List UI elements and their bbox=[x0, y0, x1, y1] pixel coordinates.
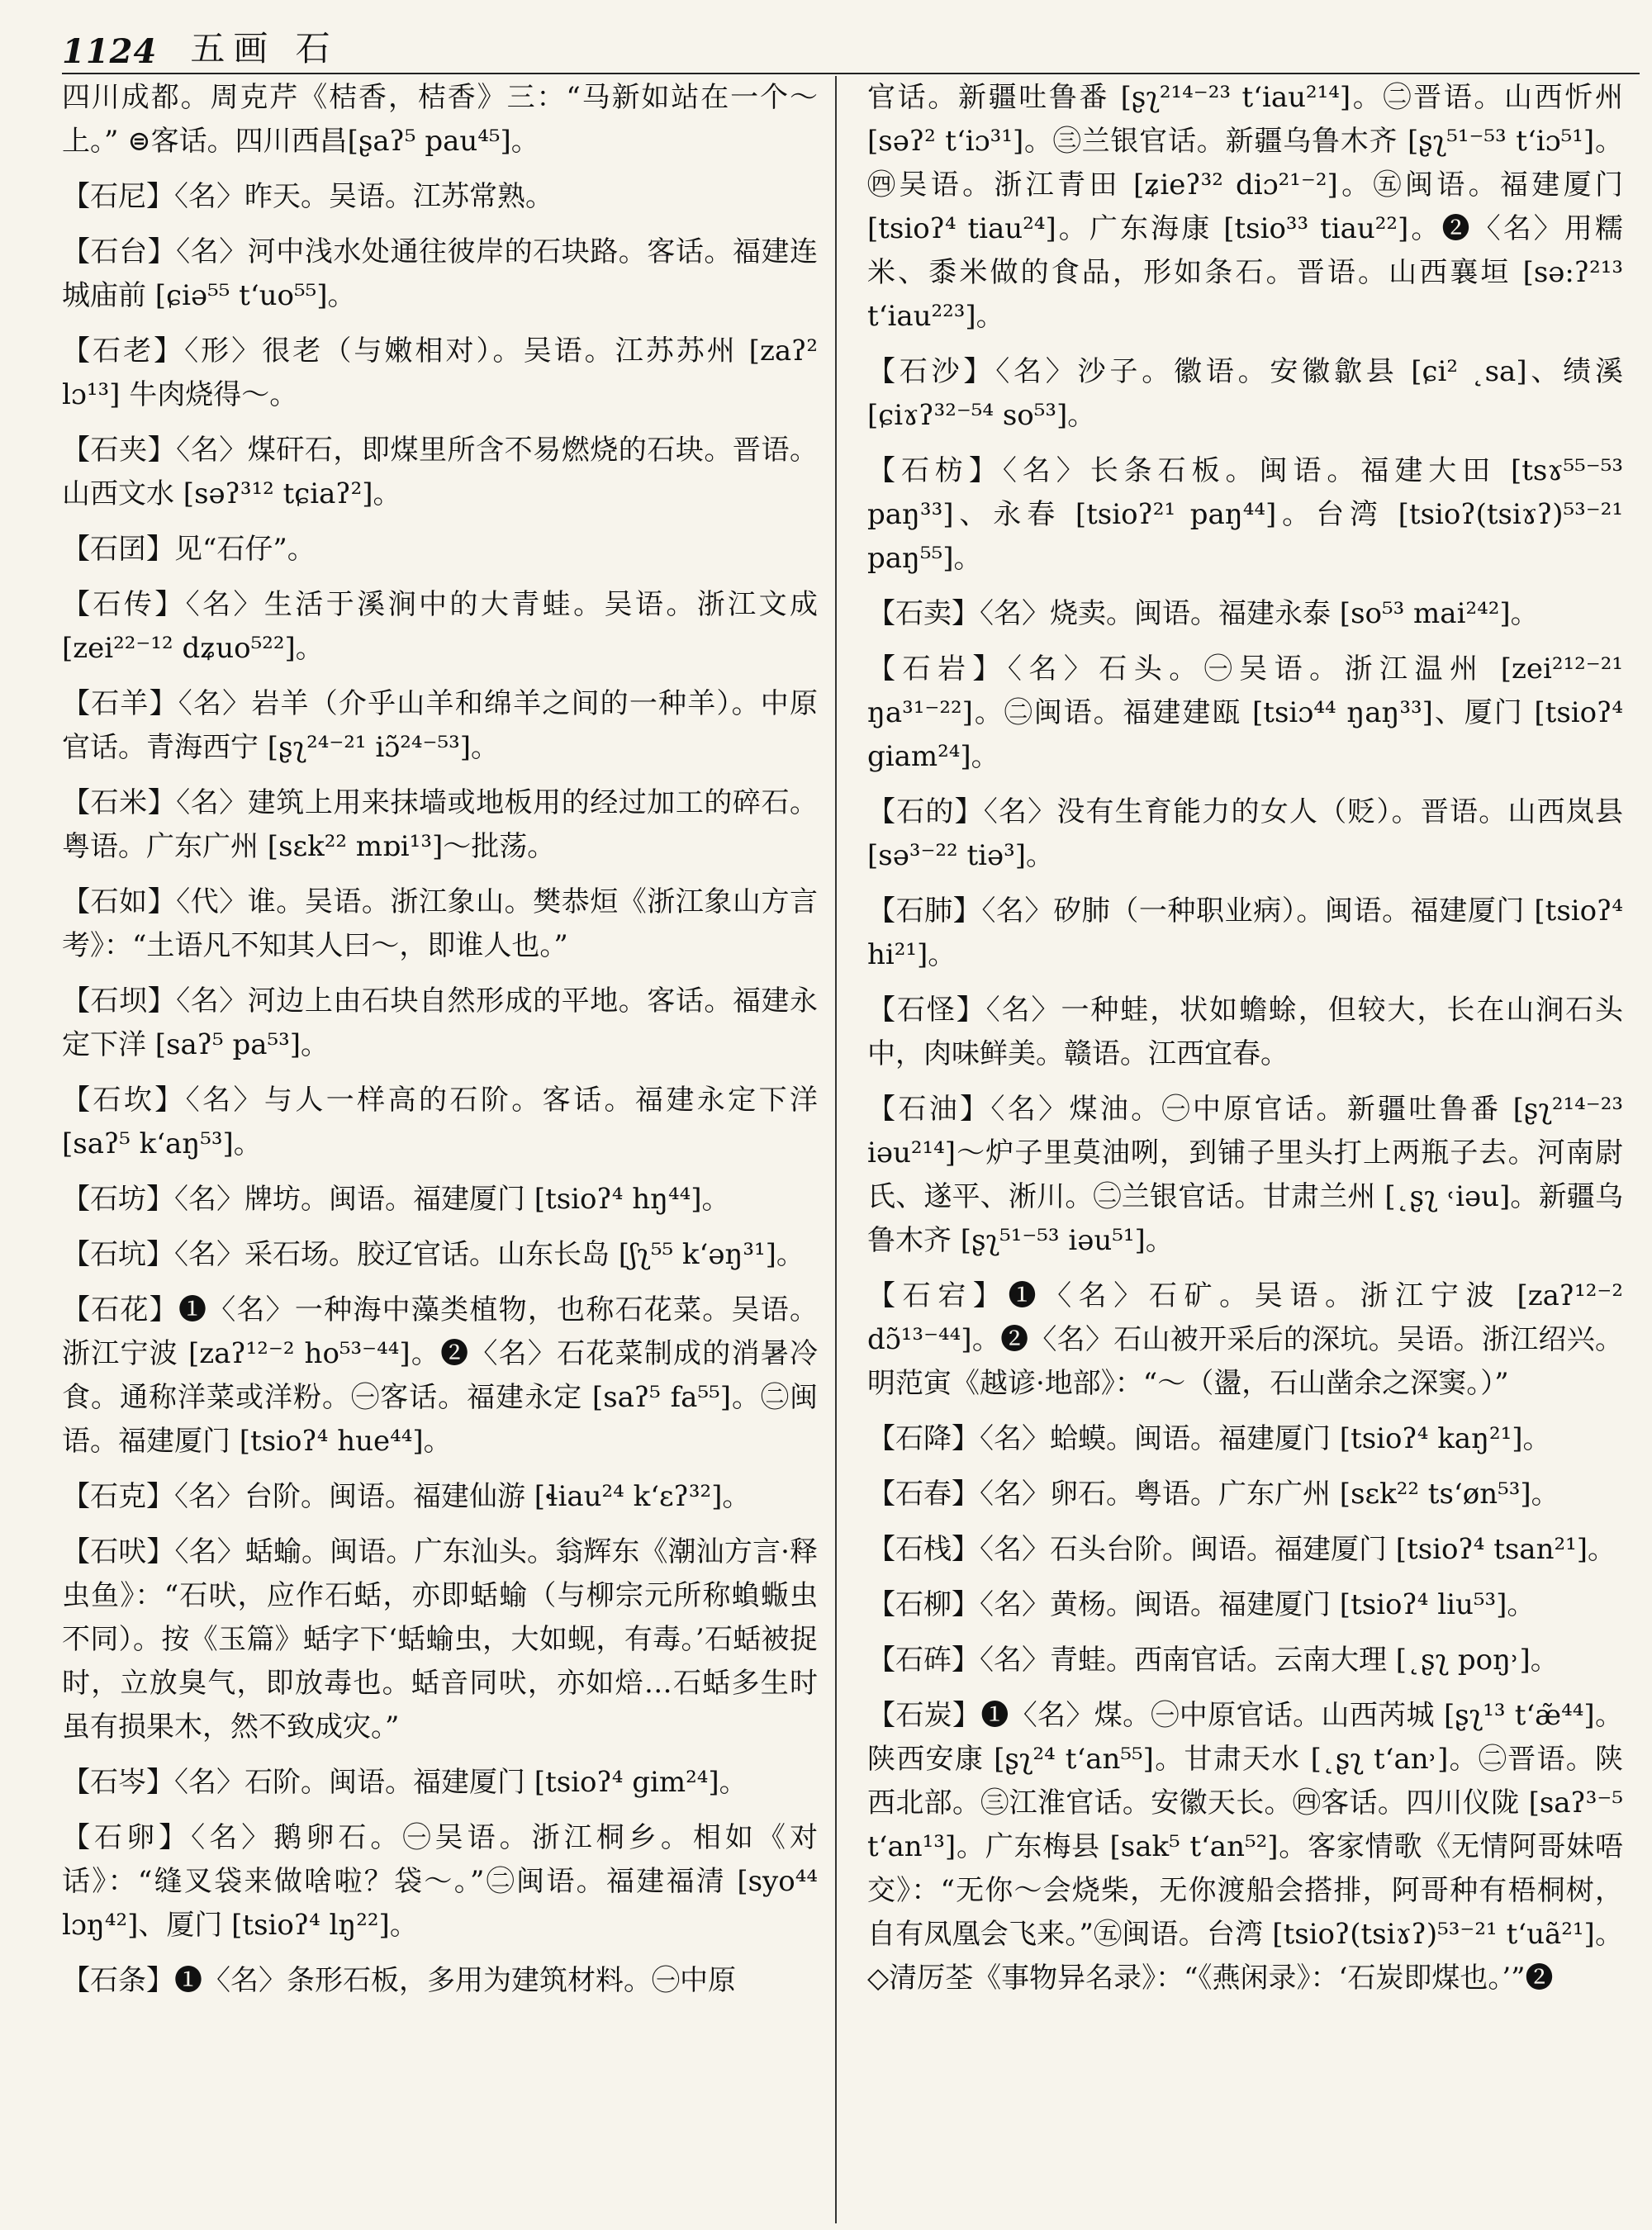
dictionary-entry: 【石坊】〈名〉牌坊。闽语。福建厦门 [tsioʔ⁴ hŋ⁴⁴]。 bbox=[62, 1183, 730, 1216]
dictionary-entry: 【石坑】〈名〉采石场。胶辽官话。山东长岛 [ʃʅ⁵⁵ k‘əŋ³¹]。 bbox=[62, 1238, 805, 1271]
column-divider bbox=[835, 76, 837, 2223]
dictionary-entry: 【石坎】〈名〉与人一样高的石阶。客话。福建永定下洋 [saʔ⁵ k‘aŋ⁵³]。 bbox=[62, 1084, 818, 1160]
section-title: 五画 石 bbox=[190, 28, 339, 69]
dictionary-entry: 【石枋】〈名〉长条石板。闽语。福建大田 [tsɤ⁵⁵⁻⁵³ paŋ³³]、永春 [tsioʔ²¹ paŋ⁴⁴]。台湾 [tsioʔ(tsiɤʔ)⁵³⁻²¹ paŋ⁵⁵]。 bbox=[867, 454, 1623, 575]
dictionary-entry: 【石传】〈名〉生活于溪涧中的大青蛙。吴语。浙江文成 [zei²²⁻¹² dʑuo⁵²²]。 bbox=[62, 588, 818, 665]
dictionary-entry: 【石油】〈名〉煤油。㊀中原官话。新疆吐鲁番 [ʂʅ²¹⁴⁻²³ iəu²¹⁴]～炉子里莫油咧，到铺子里头打上两瓶子去。河南尉氏、遂平、淅川。㊁兰银官话。甘肃兰州 [˛ʂʅ ˓iəu]。新疆乌鲁木齐 [ʂʅ⁵¹⁻⁵³ iəu⁵¹]。 bbox=[867, 1093, 1623, 1257]
dictionary-entry: 【石肺】〈名〉矽肺（一种职业病）。闽语。福建厦门 [tsioʔ⁴ hi²¹]。 bbox=[867, 894, 1623, 971]
dictionary-entry: 四川成都。周克芹《桔香，桔香》三：“马新如站在一个～上。” ⊜客话。四川西昌[ʂaʔ⁵ pau⁴⁵]。 bbox=[62, 81, 818, 158]
dictionary-entry: 【石羊】〈名〉岩羊（介乎山羊和绵羊之间的一种羊）。中原官话。青海西宁 [ʂʅ²⁴⁻²¹ iɔ̃²⁴⁻⁵³]。 bbox=[62, 687, 818, 764]
left-column bbox=[62, 76, 818, 2014]
dictionary-entry: 【石岩】〈名〉石头。㊀吴语。浙江温州 [zei²¹²⁻²¹ ŋa³¹⁻²²]。㊁闽语。福建建瓯 [tsiɔ⁴⁴ ŋaŋ³³]、厦门 [tsioʔ⁴ giam²⁴]。 bbox=[867, 652, 1623, 773]
dictionary-entry: 【石沙】〈名〉沙子。徽语。安徽歙县 [ɕi² ˛sa]、绩溪 [ɕiɤʔ³²⁻⁵⁴ so⁵³]。 bbox=[867, 355, 1623, 432]
dictionary-entry: 【石如】〈代〉谁。吴语。浙江象山。樊恭烜《浙江象山方言考》：“土语凡不知其人曰～，即谁人也。” bbox=[62, 885, 818, 962]
dictionary-entry: 【石降】〈名〉蛤蟆。闽语。福建厦门 [tsioʔ⁴ kaŋ²¹]。 bbox=[867, 1422, 1551, 1455]
dictionary-entry: 【石花】❶〈名〉一种海中藻类植物，也称石花菜。吴语。浙江宁波 [zaʔ¹²⁻² ho⁵³⁻⁴⁴]。❷〈名〉石花菜制成的消暑冷食。通称洋菜或洋粉。㊀客话。福建永定 [saʔ⁵ fa⁵⁵]。㊁闽语。福建厦门 [tsioʔ⁴ hue⁴⁴]。 bbox=[62, 1293, 818, 1458]
dictionary-entry: 【石台】〈名〉河中浅水处通往彼岸的石块路。客话。福建连城庙前 [ɕiə⁵⁵ t‘uo⁵⁵]。 bbox=[62, 235, 818, 312]
dictionary-entry: 官话。新疆吐鲁番 [ʂʅ²¹⁴⁻²³ t‘iau²¹⁴]。㊁晋语。山西忻州 [səʔ² t‘iɔ³¹]。㊂兰银官话。新疆乌鲁木齐 [ʂʅ⁵¹⁻⁵³ t‘iɔ⁵¹]。㊃吴语。浙江青田 [ʑieʔ³² diɔ²¹⁻²]。㊄闽语。福建厦门 [tsioʔ⁴ tiau²⁴]。广东海康 [tsio³³ tiau²²]。❷〈名〉用糯米、黍米做的食品，形如条石。晋语。山西襄垣 [sə:ʔ²¹³ t‘iau²²³]。 bbox=[867, 81, 1623, 333]
dictionary-entry: 【石宕】❶〈名〉石矿。吴语。浙江宁波 [zaʔ¹²⁻² dɔ̃¹³⁻⁴⁴]。❷〈名〉石山被开采后的深坑。吴语。浙江绍兴。明范寅《越谚·地部》：“～（盪，石山凿余之深窦。）” bbox=[867, 1279, 1623, 1400]
dictionary-entry: 【石春】〈名〉卵石。粤语。广东广州 [sɛk²² ts‘øn⁵³]。 bbox=[867, 1478, 1559, 1511]
dictionary-entry: 【石怪】〈名〉一种蛙，状如蟾蜍，但较大，长在山涧石头中，肉味鲜美。赣语。江西宜春。 bbox=[867, 994, 1623, 1070]
dictionary-entry: 【石吠】〈名〉蛞蝓。闽语。广东汕头。翁辉东《潮汕方言·释虫鱼》：“石吠，应作石蛞，亦即蛞蝓（与柳宗元所称蝜蝂虫不同）。按《玉篇》蛞字下‘蛞蝓虫，大如蚬，有毒。’石蛞被捉时，立放臭气，即放毒也。蛞音同吠，亦如焙…石蛞多生时虽有损果木，然不致成灾。” bbox=[62, 1535, 818, 1744]
dictionary-entry: 【石尼】〈名〉昨天。吴语。江苏常熟。 bbox=[62, 180, 553, 213]
header-rule bbox=[62, 73, 1640, 74]
dictionary-entry: 【石卵】〈名〉鹅卵石。㊀吴语。浙江桐乡。相如《对话》：“缝叉袋来做啥啦？袋～。”㊁闽语。福建福清 [syo⁴⁴ lɔŋ⁴²]、厦门 [tsioʔ⁴ lŋ²²]。 bbox=[62, 1821, 818, 1942]
dictionary-entry: 【石夹】〈名〉煤矸石，即煤里所含不易燃烧的石块。晋语。山西文水 [səʔ³¹² tɕiaʔ²]。 bbox=[62, 434, 818, 510]
page-header bbox=[62, 5, 1631, 71]
dictionary-entry: 【石栈】〈名〉石头台阶。闽语。福建厦门 [tsioʔ⁴ tsan²¹]。 bbox=[867, 1533, 1616, 1566]
dictionary-entry: 【石条】❶〈名〉条形石板，多用为建筑材料。㊀中原 bbox=[62, 1964, 736, 1997]
right-column bbox=[867, 76, 1623, 2012]
dictionary-entry: 【石炭】❶〈名〉煤。㊀中原官话。山西芮城 [ʂʅ¹³ t‘æ̃⁴⁴]。陕西安康 [ʂʅ²⁴ t‘an⁵⁵]。甘肃天水 [˛ʂʅ t‘an˒]。㊁晋语。陕西北部。㊂江淮官话。安徽天长。㊃客话。四川仪陇 [saʔ³⁻⁵ t‘an¹³]。广东梅县 [sak⁵ t‘an⁵²]。客家情歌《无情阿哥妹唔交》：“无你～会烧柴，无你渡船会搭排，阿哥种有梧桐树，自有凤凰会飞来。”㊄闽语。台湾 [tsioʔ(tsiɤʔ)⁵³⁻²¹ t‘uã²¹]。◇清厉荃《事物异名录》：“《燕闲录》：‘石炭即煤也。’”❷ bbox=[867, 1699, 1623, 1995]
dictionary-entry: 【石的】〈名〉没有生育能力的女人（贬）。晋语。山西岚县 [sə³⁻²² tiə³]。 bbox=[867, 795, 1623, 872]
dictionary-entry: 【石克】〈名〉台阶。闽语。福建仙游 [ɬiau²⁴ k‘ɛʔ³²]。 bbox=[62, 1480, 751, 1513]
dictionary-entry: 【石岑】〈名〉石阶。闽语。福建厦门 [tsioʔ⁴ gim²⁴]。 bbox=[62, 1766, 748, 1799]
dictionary-entry: 【石坝】〈名〉河边上由石块自然形成的平地。客话。福建永定下洋 [saʔ⁵ pa⁵³]。 bbox=[62, 985, 818, 1061]
dictionary-entry: 【石囝】见“石仔”。 bbox=[62, 533, 316, 566]
dictionary-entry: 【石老】〈形〉很老（与嫩相对）。吴语。江苏苏州 [zaʔ² lɔ¹³] 牛肉烧得～。 bbox=[62, 334, 818, 411]
dictionary-entry: 【石柳】〈名〉黄杨。闽语。福建厦门 [tsioʔ⁴ liu⁵³]。 bbox=[867, 1588, 1536, 1621]
dictionary-entry: 【石卖】〈名〉烧卖。闽语。福建永泰 [so⁵³ mai²⁴²]。 bbox=[867, 597, 1539, 630]
dictionary-entry: 【石砗】〈名〉青蛙。西南官话。云南大理 [˛ʂʅ poŋ˒]。 bbox=[867, 1644, 1559, 1677]
page-number: 1124 bbox=[62, 32, 158, 71]
dictionary-entry: 【石米】〈名〉建筑上用来抹墙或地板用的经过加工的碎石。粤语。广东广州 [sɛk²² mɒi¹³]～批荡。 bbox=[62, 786, 818, 863]
